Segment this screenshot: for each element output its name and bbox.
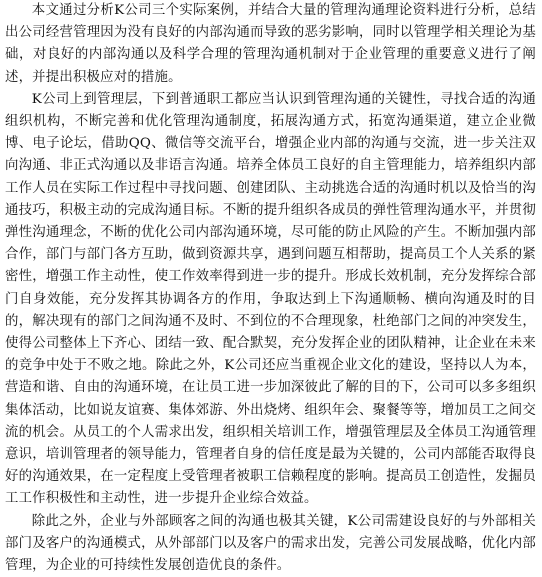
paragraph-external-communication: 除此之外，企业与外部顾客之间的沟通也极其关键，K公司需建设良好的与外部相关部门及客户的沟通模式，从外部部门以及客户的需求出发，完善公司发展战略，优化内部管理，为企业的可持续性发展创造优良的条件。 <box>5 513 536 574</box>
paragraph-summary: 本文通过分析K公司三个实际案例，并结合大量的管理沟通理论资料进行分析，总结出公司经营管理因为没有良好的内部沟通而导致的恶劣影响，同时以管理学相关理论为基础，对良好的内部沟通以及科学合理的管理沟通机制对于企业管理的重要意义进行了阐述，并提出积极应对的措施。 <box>5 3 536 85</box>
paragraph-internal-communication: K公司上到管理层，下到普通职工都应当认识到管理沟通的关键性，寻找合适的沟通组织机构，不断完善和优化管理沟通制度，拓展沟通方式，拓宽沟通渠道，建立企业微博、电子论坛，借助QQ、微信等交流平台，增强企业内部的沟通与交流，进一步关注双向沟通、非正式沟通以及非语言沟通。培养全体员工良好的自主管理能力，培养组织内部工作人员在实际工作过程中寻找问题、创建团队、主动挑选合适的沟通时机以及恰当的沟通技巧，积极主动的完成沟通目标。不断的提升组织各成员的弹性管理沟通水平，并贯彻弹性沟通理念，不断的优化公司内部沟通环境，尽可能的防止风险的产生。不断加强内部合作，部门与部门各方互助，做到资源共享，遇到问题互相帮助，提高员工个人关系的紧密性，增强工作主动性，使工作效率得到进一步的提升。形成长效机制，充分发挥综合部门自身效能，充分发挥其协调各方的作用，争取达到上下沟通顺畅、横向沟通及时的目的，解决现有的部门之间沟通不及时、不到位的不合理现象，杜绝部门之间的冲突发生，使得公司整体上下齐心、团结一致、配合默契，充分发挥企业的团队精神，让企业在未来的竞争中处于不败之地。除此之外，K公司还应当重视企业文化的建设，坚持以人为本，营造和谐、自由的沟通环境，在让员工进一步加深彼此了解的目的下，公司可以多多组织集体活动，比如说友谊赛、集体郊游、外出烧烤、组织年会、聚餐等等，增加员工之间交流的机会。从员工的个人需求出发，组织相关培训工作，增强管理层及全体员工沟通管理意识，培训管理者的领导能力，管理者自身的信任度是最为关键的，公司内部能否取得良好的沟通效果，在一定程度上受管理者被职工信赖程度的影响。提高员工创造性，发掘员工工作积极性和主动性，进一步提升企业综合效益。 <box>5 91 536 507</box>
